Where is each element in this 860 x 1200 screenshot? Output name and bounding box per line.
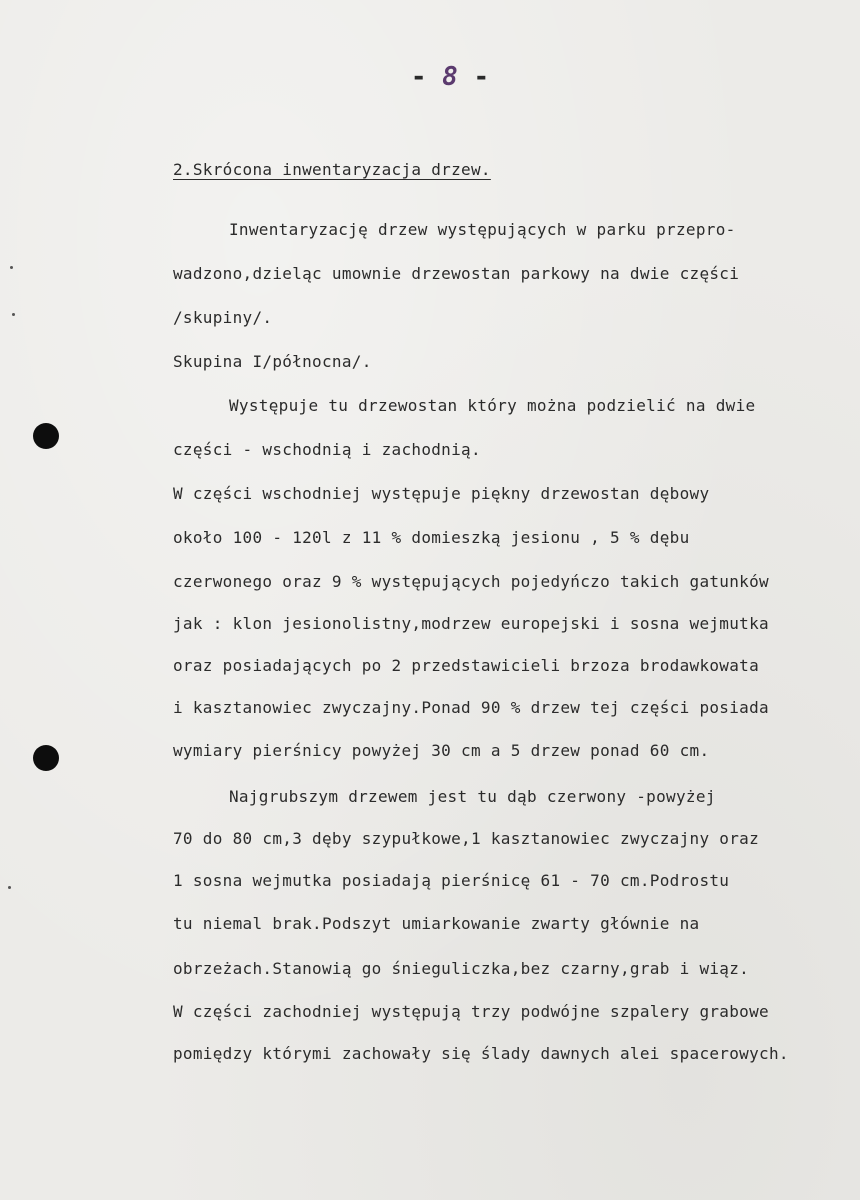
text-line: jak : klon jesionolistny,modrzew europejski i sosna wejmutka — [173, 614, 769, 633]
text-line: wymiary pierśnicy powyżej 30 cm a 5 drzew ponad 60 cm. — [173, 741, 710, 760]
text-line: oraz posiadających po 2 przedstawicieli brzoza brodawkowata — [173, 656, 760, 675]
text-line: obrzeżach.Stanowią go śnieguliczka,bez czarny,grab i wiąz. — [173, 959, 750, 978]
text-line: 70 do 80 cm,3 dęby szypułkowe,1 kasztanowiec zwyczajny oraz — [173, 829, 760, 848]
text-line: tu niemal brak.Podszyt umiarkowanie zwarty głównie na — [173, 914, 700, 933]
text-line: Występuje tu drzewostan który można podzielić na dwie — [229, 396, 756, 415]
text-line: wadzono,dzieląc umownie drzewostan parkowy na dwie części — [173, 264, 740, 283]
text-line: czerwonego oraz 9 % występujących pojedyńczo takich gatunków — [173, 572, 769, 591]
text-line: /skupiny/. — [173, 308, 273, 327]
text-line: części - wschodnią i zachodnią. — [173, 440, 481, 459]
punch-hole — [33, 423, 59, 449]
page-number-digit: 8 — [442, 62, 458, 92]
page-number-dash: - — [457, 62, 490, 92]
text-line: pomiędzy którymi zachowały się ślady dawnych alei spacerowych. — [173, 1044, 789, 1063]
text-line: około 100 - 120l z 11 % domieszką jesionu , 5 % dębu — [173, 528, 690, 547]
page-number — [0, 62, 860, 92]
text-line: Inwentaryzację drzew występujących w parku przepro- — [229, 220, 736, 239]
paper-speck — [10, 266, 13, 269]
text-line: 1 sosna wejmutka posiadają pierśnicę 61 - 70 cm.Podrostu — [173, 871, 730, 890]
section-heading: 2.Skrócona inwentaryzacja drzew. — [173, 160, 491, 179]
paper-speck — [8, 886, 11, 889]
punch-hole — [33, 745, 59, 771]
text-line: W części zachodniej występują trzy podwójne szpalery grabowe — [173, 1002, 769, 1021]
text-line: i kasztanowiec zwyczajny.Ponad 90 % drzew tej części posiada — [173, 698, 769, 717]
subsection-heading: Skupina I/północna/. — [173, 352, 372, 371]
text-line: Najgrubszym drzewem jest tu dąb czerwony -powyżej — [229, 787, 716, 806]
paper-speck — [12, 313, 15, 316]
page-number-dash: - — [410, 62, 443, 92]
text-line: W części wschodniej występuje piękny drzewostan dębowy — [173, 484, 710, 503]
